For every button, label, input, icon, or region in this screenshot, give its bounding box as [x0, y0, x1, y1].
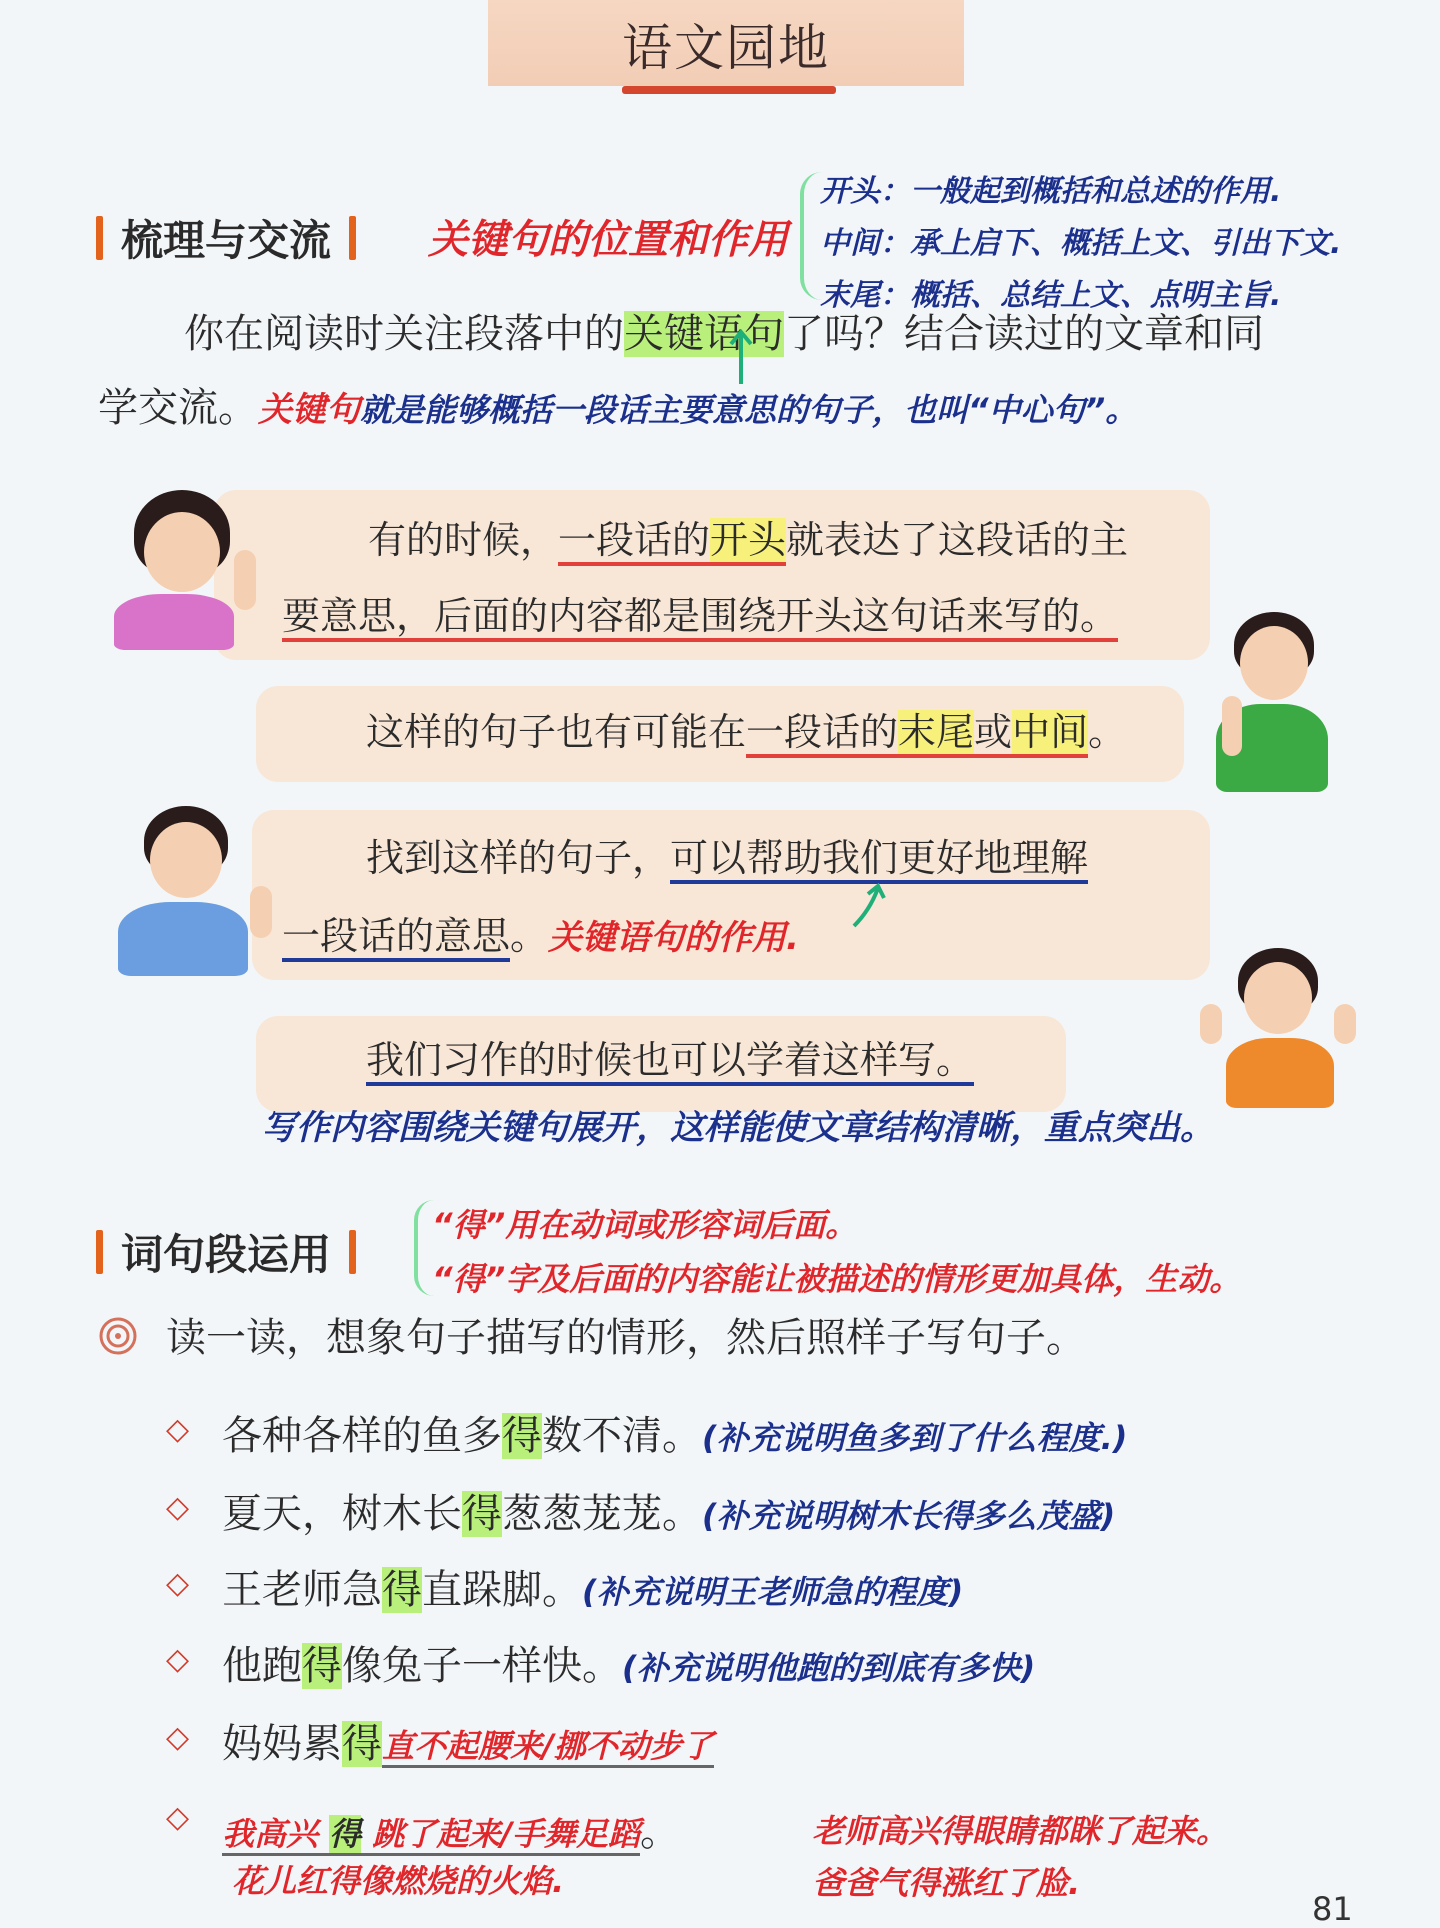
diamond-icon: ◇: [166, 1720, 190, 1755]
exercise-item-1: [222, 1404, 1127, 1461]
bubble3-text-b: 可以帮助我们更好地理解: [670, 836, 1088, 884]
example-father: 爸爸气得涨红了脸.: [812, 1864, 1081, 1902]
section-label-usage: [96, 1222, 356, 1282]
item5-text-a: 妈妈累: [222, 1721, 342, 1767]
item4-note: (补充说明他跑的到底有多快): [622, 1649, 1036, 1687]
item6-text-b: 跳了起来/手舞足蹈: [372, 1815, 641, 1853]
girl-orange-illustration: [1196, 948, 1356, 1108]
item3-text-a: 王老师急: [222, 1567, 382, 1613]
exercise-item-2: [222, 1482, 1115, 1539]
bubble2-text-c: 或: [974, 710, 1013, 754]
item1-text-a: 各种各样的鱼多: [222, 1413, 502, 1459]
bubble1-line1: [368, 500, 1128, 580]
item2-de: 得: [462, 1491, 502, 1537]
item3-note: (补充说明王老师急的程度): [582, 1573, 964, 1611]
title-underline: [622, 86, 836, 94]
bubble2-line: [366, 692, 1126, 772]
note-writing: 写作内容围绕关键句展开，这样能使文章结构清晰，重点突出。: [262, 1108, 1214, 1148]
bubble4-text: 我们习作的时候也可以学着这样写。: [366, 1038, 974, 1086]
item2-text-b: 葱葱茏茏。: [502, 1491, 702, 1537]
position-notes: [820, 166, 1341, 322]
intro-highlight-keysentence: 关键语句: [624, 311, 784, 357]
item1-note: (补充说明鱼多到了什么程度.): [702, 1419, 1128, 1457]
bubble3-line1: [366, 818, 1088, 898]
instruction-text: 读一读，想象句子描写的情形，然后照样子写句子。: [166, 1315, 1086, 1361]
intro-text-b: 了吗？结合读过的文章和同: [784, 311, 1264, 357]
item4-text-a: 他跑: [222, 1643, 302, 1689]
section2-title: 词句段运用: [121, 1230, 332, 1279]
bubble2-text-a: 这样的句子也有可能在: [366, 710, 747, 754]
de-usage-notes: [432, 1198, 1241, 1306]
item3-text-b: 直跺脚。: [422, 1567, 582, 1613]
exercise-item-6: [222, 1800, 680, 1857]
boy-green-illustration: [1214, 612, 1330, 792]
bubble1-line2: [282, 576, 1118, 656]
exercise-item-5: [222, 1712, 714, 1769]
item6-de: 得: [329, 1815, 362, 1853]
bubble1-underlined: [558, 518, 786, 566]
item6-answer: [222, 1815, 640, 1856]
arrow-icon: [726, 326, 756, 386]
bubble3-line2-text: 一段话的意思: [282, 914, 510, 962]
note-position-end: 末尾：概括、总结上文、点明主旨.: [820, 278, 1282, 313]
note-keysentence-definition: 就是能够概括一段话主要意思的句子，也叫“中心句”。: [360, 391, 1138, 429]
intro-line-1: [184, 304, 1264, 364]
note-keysentence-red: 关键句: [258, 390, 360, 430]
bubble1-line2-text: 要意思，后面的内容都是围绕开头这句话来写的。: [282, 594, 1118, 642]
page-title: 语文园地: [622, 19, 830, 77]
item6-text-a: 我高兴: [222, 1815, 319, 1853]
section-label-sorting: [96, 208, 356, 268]
bubble2-highlight-middle: 中间: [1012, 710, 1089, 754]
item1-de: 得: [502, 1413, 542, 1459]
diamond-icon: ◇: [166, 1642, 190, 1677]
bubble1-text-a: 有的时候，: [368, 518, 559, 562]
item1-text-b: 数不清。: [542, 1413, 702, 1459]
label-bar-right: [349, 1230, 356, 1274]
label-bar-left: [96, 216, 103, 260]
note-de-position: “得”用在动词或形容词后面。: [432, 1206, 858, 1244]
label-bar-right: [349, 216, 356, 260]
girl-pink-illustration: [110, 490, 270, 650]
note-position-middle: 中间：承上启下、概括上文、引出下文.: [820, 226, 1342, 261]
item5-de: 得: [342, 1721, 382, 1767]
note-keysentence-title: 关键句的位置和作用: [428, 217, 788, 263]
boy-blue-illustration: [110, 806, 280, 976]
item6-period: 。: [640, 1809, 681, 1855]
bubble3-text-a: 找到这样的句子，: [366, 836, 671, 880]
bubble2-highlight-end: 末尾: [898, 710, 975, 754]
exercise-item-3: [222, 1558, 963, 1615]
bubble4-line: [366, 1020, 974, 1100]
bubble2-text-b: 一段话的: [746, 710, 899, 754]
note-keysentence-role: 关键语句的作用.: [548, 918, 799, 958]
section1-title: 梳理与交流: [121, 216, 332, 265]
bubble2-underlined: [746, 710, 1088, 758]
diamond-icon: ◇: [166, 1412, 190, 1447]
note-position-start: 开头：一般起到概括和总述的作用.: [820, 174, 1282, 209]
item4-text-b: 像兔子一样快。: [342, 1643, 622, 1689]
item5-answer: 直不起腰来/挪不动步了: [382, 1727, 714, 1768]
label-bar-left: [96, 1230, 103, 1274]
item2-text-a: 夏天，树木长: [222, 1491, 462, 1537]
diamond-icon: ◇: [166, 1800, 190, 1835]
note-de-effect: “得”字及后面的内容能让被描述的情形更加具体，生动。: [432, 1260, 1242, 1298]
bubble3-period: 。: [510, 914, 549, 958]
item3-de: 得: [382, 1567, 422, 1613]
bubble1-highlight-start: 开头: [710, 518, 787, 562]
example-teacher: 老师高兴得眼睛都眯了起来。: [812, 1812, 1229, 1850]
notes-brace: [414, 1200, 434, 1296]
spiral-icon: [98, 1316, 138, 1356]
arrow-icon: [850, 880, 890, 930]
intro-text-a: 你在阅读时关注段落中的: [184, 311, 624, 357]
page-number: 81: [1312, 1890, 1353, 1928]
intro-line-2: [98, 378, 1137, 440]
bubble3-line2: [282, 896, 799, 978]
exercise-item-4: [222, 1634, 1035, 1691]
bubble2-text-d: 。: [1088, 710, 1127, 754]
bubble1-text-b: 一段话的: [558, 518, 711, 562]
intro-text-c: 学交流。: [98, 385, 258, 431]
item2-note: (补充说明树木长得多么茂盛): [702, 1497, 1116, 1535]
item4-de: 得: [302, 1643, 342, 1689]
example-flower: 花儿红得像燃烧的火焰.: [232, 1862, 565, 1900]
bubble1-text-c: 就表达了这段话的主: [786, 518, 1129, 562]
diamond-icon: ◇: [166, 1566, 190, 1601]
notes-brace: [800, 172, 822, 300]
diamond-icon: ◇: [166, 1490, 190, 1525]
